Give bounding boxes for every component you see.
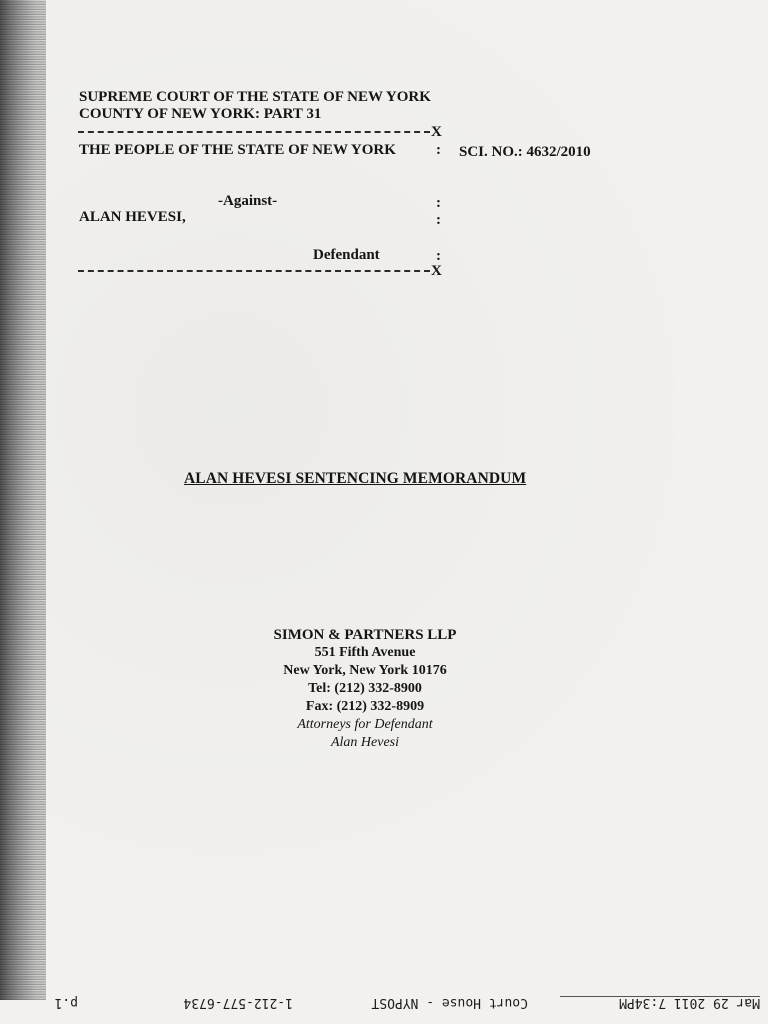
fax-sender: Court House - NYPOST bbox=[371, 995, 528, 1010]
county-part: COUNTY OF NEW YORK: PART 31 bbox=[79, 106, 322, 122]
fax-timestamp: Mar 29 2011 7:34PM bbox=[619, 995, 760, 1010]
caption-bottom-rule bbox=[78, 270, 430, 272]
firm-client: Alan Hevesi bbox=[330, 735, 400, 750]
caption-top-x: X bbox=[431, 124, 442, 140]
caption-bottom-x: X bbox=[431, 263, 442, 279]
caption-colon-3: : bbox=[436, 212, 441, 228]
defendant-name: ALAN HEVESI, bbox=[79, 209, 186, 225]
firm-address-city: New York, New York 10176 bbox=[283, 663, 447, 678]
firm-telephone: Tel: (212) 332-8900 bbox=[308, 681, 422, 696]
fax-page-number: p.1 bbox=[54, 995, 78, 1010]
plaintiff-name: THE PEOPLE OF THE STATE OF NEW YORK bbox=[79, 142, 396, 158]
court-name: SUPREME COURT OF THE STATE OF NEW YORK bbox=[79, 89, 431, 105]
firm-role: Attorneys for Defendant bbox=[297, 717, 433, 732]
firm-fax: Fax: (212) 332-8909 bbox=[305, 699, 425, 714]
case-number: SCI. NO.: 4632/2010 bbox=[459, 144, 591, 160]
caption-colon-4: : bbox=[436, 248, 441, 264]
defendant-label: Defendant bbox=[313, 247, 380, 263]
firm-block bbox=[230, 626, 500, 752]
caption-colon-1: : bbox=[436, 142, 441, 158]
against-label: -Against- bbox=[218, 193, 278, 209]
memorandum-title: ALAN HEVESI SENTENCING MEMORANDUM bbox=[184, 470, 527, 487]
caption-colon-2: : bbox=[436, 195, 441, 211]
firm-name: SIMON & PARTNERS LLP bbox=[273, 627, 457, 643]
scan-edge-shadow bbox=[0, 0, 46, 1000]
fax-transmission-footer bbox=[40, 990, 760, 1014]
firm-address-street: 551 Fifth Avenue bbox=[314, 645, 416, 660]
caption-top-rule bbox=[78, 131, 430, 133]
fax-phone: 1-212-577-6734 bbox=[183, 995, 293, 1010]
